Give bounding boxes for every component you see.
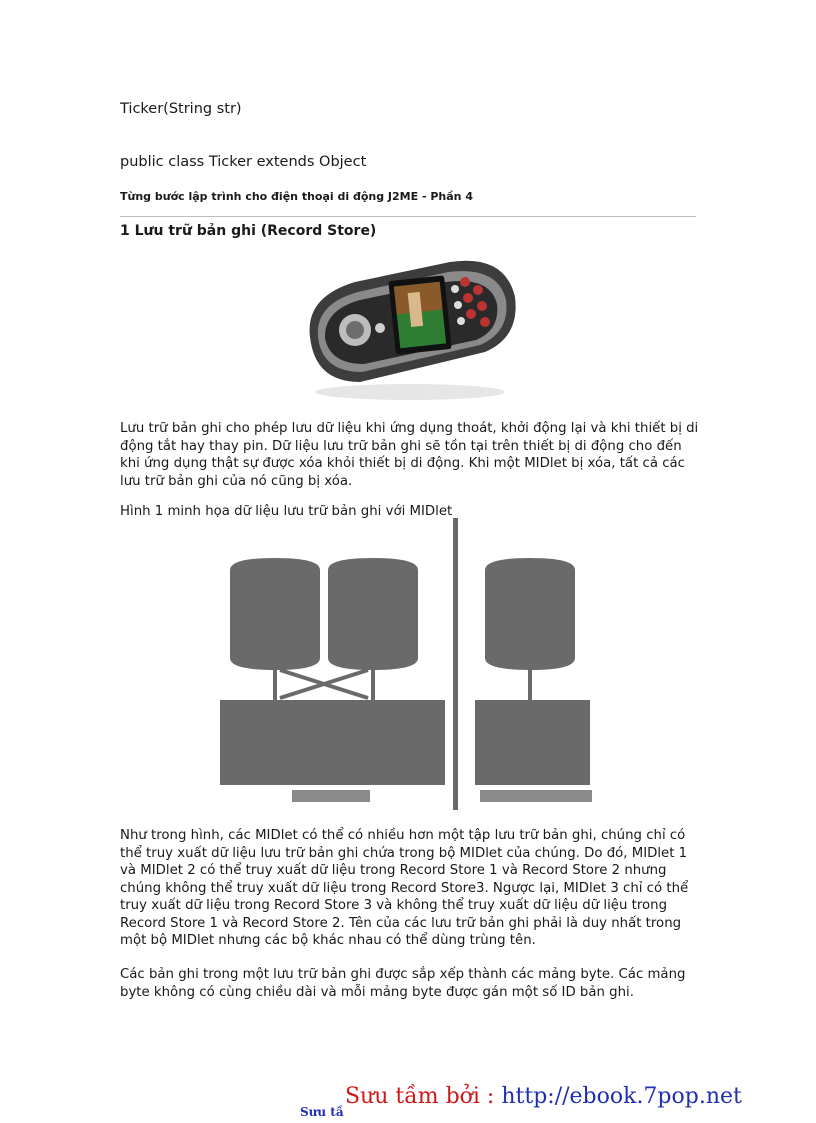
phone-image bbox=[300, 242, 520, 402]
paragraph-1: Lưu trữ bản ghi cho phép lưu dữ liệu khi ứng dụng thoát, khởi động lại và khi thiết bị di động tắt hay thay pin. Dữ liệu lưu trữ bản ghi sẽ tồn tại trên thiết bị di động cho đến khi ứng dụng thật sự được xóa khỏi thiết bị di động. Khi một MIDlet bị xóa, tất cả các lưu trữ bản ghi của nó cũng bị xóa. bbox=[120, 421, 699, 489]
footer-url-link[interactable]: http://ebook.7pop.net bbox=[501, 1084, 742, 1109]
article-subtitle: Từng bước lập trình cho điện thoại di động J2ME - Phần 4 bbox=[120, 190, 473, 203]
section-title: 1 Lưu trữ bản ghi (Record Store) bbox=[120, 223, 377, 239]
paragraph-2: Như trong hình, các MIDlet có thể có nhiều hơn một tập lưu trữ bản ghi, chúng chỉ có thể truy xuất dữ liệu lưu trữ bản ghi chứa trong bộ MIDlet của chúng. Do đó, MIDlet 1 và MIDlet 2 có thể truy xuất dữ liệu trong Record Store 1 và Record Store 2 nhưng chúng không thể truy xuất dữ liệu trong Record Store3. Ngược lại, MIDlet 3 chỉ có thể truy xuất dữ liệu trong Record Store 3 và không thể truy xuất dữ liệu dữ liệu trong Record Store 1 và Record Store 2. Tên của các lưu trữ bản ghi phải là duy nhất trong một bộ MIDlet nhưng các bộ khác nhau có thể dùng trùng tên. bbox=[120, 828, 689, 948]
paragraph-3: Các bản ghi trong một lưu trữ bản ghi được sắp xếp thành các mảng byte. Các mảng byte không có cùng chiều dài và mỗi mảng byte được gán một số ID bản ghi. bbox=[120, 967, 686, 1000]
class-declaration-line: public class Ticker extends Object bbox=[120, 154, 367, 170]
record-store-diagram bbox=[210, 518, 610, 818]
footer-label: Sưu tầm bởi : bbox=[345, 1084, 502, 1109]
horizontal-rule bbox=[120, 216, 696, 217]
footer-credit bbox=[345, 1084, 742, 1109]
footer-small-text: Sưu tầ bbox=[300, 1105, 344, 1119]
figure-caption: Hình 1 minh họa dữ liệu lưu trữ bản ghi với MIDlet bbox=[120, 504, 453, 519]
constructor-line: Ticker(String str) bbox=[120, 101, 242, 117]
